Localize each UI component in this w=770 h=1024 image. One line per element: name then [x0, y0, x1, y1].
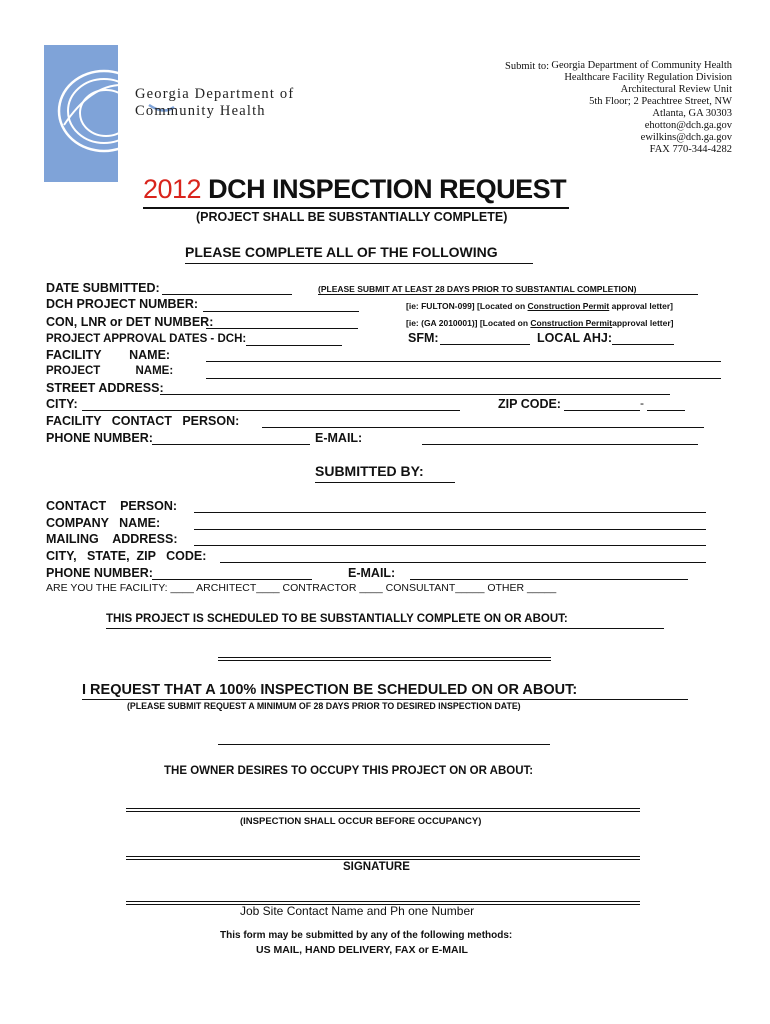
- request-label: I REQUEST THAT A 100% INSPECTION BE SCHEDULED ON OR ABOUT:: [82, 682, 578, 698]
- approval-dates-field[interactable]: [246, 345, 342, 346]
- title-main: DCH INSPECTION REQUEST: [208, 174, 567, 204]
- jobsite-contact-label: Job Site Contact Name and Ph one Number: [240, 904, 475, 918]
- note-text: [ie: FULTON-099] [Located on: [406, 301, 528, 311]
- note-emph: Construction Permit: [527, 301, 610, 311]
- facility-contact-label: FACILITY CONTACT PERSON:: [46, 414, 240, 428]
- request-underline: [82, 699, 688, 700]
- submit-to-label: Submit to:: [505, 61, 550, 72]
- scheduled-underline: [106, 628, 664, 629]
- request-date-field[interactable]: [218, 744, 550, 745]
- facility-name-field[interactable]: [206, 361, 721, 362]
- sfm-label: SFM:: [408, 331, 439, 345]
- facility-contact-field[interactable]: [262, 427, 704, 428]
- city-field[interactable]: [82, 410, 460, 411]
- occupancy-note: (INSPECTION SHALL OCCUR BEFORE OCCUPANCY): [240, 816, 482, 827]
- street-address-field[interactable]: [160, 394, 670, 395]
- address-line: Healthcare Facility Regulation Division: [564, 72, 732, 83]
- owner-occupy-field[interactable]: [126, 808, 640, 812]
- logo-line-1: Georgia Department of: [135, 86, 295, 102]
- submission-methods-label: This form may be submitted by any of the following methods:: [220, 930, 513, 941]
- city-state-zip-field[interactable]: [220, 562, 706, 563]
- phone-field[interactable]: [152, 444, 310, 445]
- address-line: ehotton@dch.ga.gov: [644, 120, 732, 131]
- zip-field[interactable]: [564, 410, 640, 411]
- submitter-email-label: E-MAIL:: [348, 566, 396, 580]
- city-label: CITY:: [46, 397, 78, 411]
- owner-occupy-label: THE OWNER DESIRES TO OCCUPY THIS PROJECT ON OR ABOUT:: [164, 765, 534, 777]
- address-line: ewilkins@dch.ga.gov: [640, 132, 732, 143]
- street-address-label: STREET ADDRESS:: [46, 381, 164, 395]
- section-heading: PLEASE COMPLETE ALL OF THE FOLLOWING: [185, 244, 498, 260]
- email-label: E-MAIL:: [315, 431, 363, 445]
- date-submitted-note: (PLEASE SUBMIT AT LEAST 28 DAYS PRIOR TO SUBSTANTIAL COMPLETION): [318, 284, 637, 294]
- contact-person-label: CONTACT PERSON:: [46, 499, 178, 513]
- signature-label: SIGNATURE: [343, 861, 410, 873]
- submitter-email-field[interactable]: [410, 579, 688, 580]
- heading-underline: [185, 263, 533, 264]
- date-submitted-field[interactable]: [162, 294, 292, 295]
- address-line: Georgia Department of Community Health: [551, 60, 732, 71]
- note-text: approval letter]: [612, 318, 674, 328]
- submitted-by-underline: [315, 482, 455, 483]
- submission-methods-list: US MAIL, HAND DELIVERY, FAX or E-MAIL: [256, 944, 468, 956]
- company-name-field[interactable]: [194, 529, 706, 530]
- page-title: [143, 174, 566, 205]
- company-name-label: COMPANY NAME:: [46, 516, 161, 530]
- phone-label: PHONE NUMBER:: [46, 431, 153, 445]
- submit-to-address: [551, 60, 732, 156]
- scheduled-label: THIS PROJECT IS SCHEDULED TO BE SUBSTANTIALLY COMPLETE ON OR ABOUT:: [106, 613, 568, 625]
- project-name-field[interactable]: [206, 378, 721, 379]
- con-lnr-field[interactable]: [206, 328, 358, 329]
- project-name-label: PROJECT NAME:: [46, 365, 174, 377]
- note-emph: Construction Permit: [530, 318, 613, 328]
- submitted-by-heading: SUBMITTED BY:: [315, 463, 424, 479]
- approval-dates-label: PROJECT APPROVAL DATES - DCH:: [46, 333, 247, 345]
- address-line: 5th Floor; 2 Peachtree Street, NW: [589, 96, 732, 107]
- date-submitted-label: DATE SUBMITTED:: [46, 281, 160, 295]
- zip-ext-field[interactable]: [647, 410, 685, 411]
- address-line: Architectural Review Unit: [620, 84, 732, 95]
- submitter-phone-label: PHONE NUMBER:: [46, 566, 153, 580]
- mailing-address-field[interactable]: [194, 545, 706, 546]
- email-field[interactable]: [422, 444, 698, 445]
- title-year: 2012: [143, 174, 202, 204]
- title-subtitle: (PROJECT SHALL BE SUBSTANTIALLY COMPLETE): [196, 210, 508, 224]
- project-number-label: DCH PROJECT NUMBER:: [46, 297, 199, 311]
- zip-dash: -: [640, 396, 644, 410]
- zip-label: ZIP CODE:: [498, 397, 561, 411]
- local-ahj-field[interactable]: [612, 344, 674, 345]
- address-line: Atlanta, GA 30303: [652, 108, 732, 119]
- title-underline: [143, 207, 569, 209]
- con-lnr-note: [406, 318, 674, 328]
- sfm-field[interactable]: [440, 344, 530, 345]
- local-ahj-label: LOCAL AHJ:: [537, 331, 612, 345]
- request-note: (PLEASE SUBMIT REQUEST A MINIMUM OF 28 DAYS PRIOR TO DESIRED INSPECTION DATE): [127, 701, 521, 711]
- address-line: FAX 770-344-4282: [649, 144, 732, 155]
- mailing-address-label: MAILING ADDRESS:: [46, 532, 178, 546]
- contact-person-field[interactable]: [194, 512, 706, 513]
- note-text: [ie: (GA 2010001)] [Located on: [406, 318, 531, 328]
- date-note-underline: [318, 294, 698, 295]
- project-number-field[interactable]: [203, 311, 359, 312]
- project-number-note: [406, 301, 673, 311]
- submitter-phone-field[interactable]: [152, 579, 312, 580]
- note-text: approval letter]: [609, 301, 674, 311]
- facility-name-label: FACILITY NAME:: [46, 348, 171, 362]
- con-lnr-label: CON, LNR or DET NUMBER:: [46, 315, 214, 329]
- logo-mark: [44, 45, 118, 182]
- scheduled-date-field[interactable]: [218, 657, 551, 661]
- signature-field[interactable]: [126, 856, 640, 860]
- are-you-the-line: ARE YOU THE FACILITY: ____ ARCHITECT____ CONTRACTOR ____ CONSULTANT_____ OTHER _____: [46, 582, 557, 594]
- city-state-zip-label: CITY, STATE, ZIP CODE:: [46, 549, 207, 563]
- logo-line-2: Community Health: [135, 103, 266, 119]
